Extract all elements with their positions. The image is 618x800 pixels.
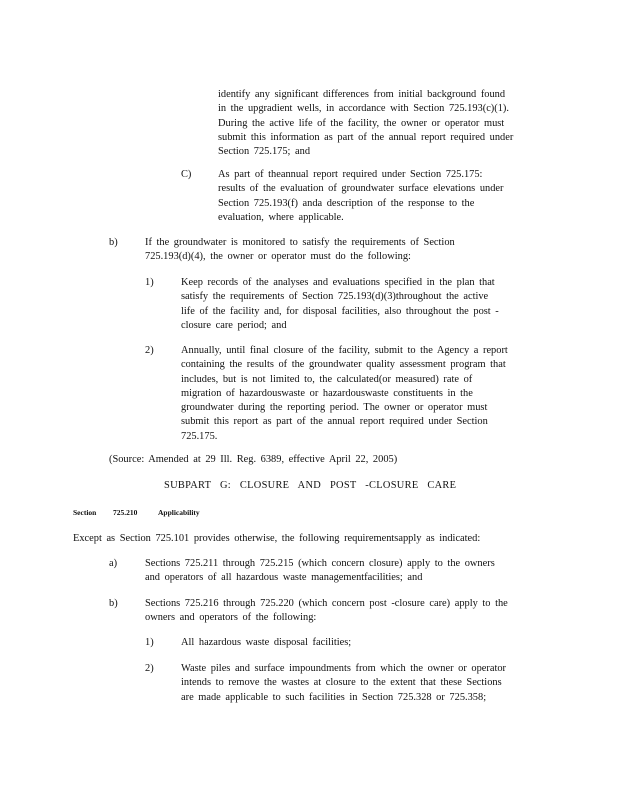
text-line: evaluation, where applicable. [218, 211, 344, 223]
text-line: containing the results of the groundwater quality assessment program that [181, 359, 506, 371]
text-line: satisfy the requirements of Section 725.193(d)(3)throughout the active [181, 291, 489, 303]
text-line: identify any significant differences from initial background found [218, 89, 506, 100]
item-b-continuation [218, 88, 513, 159]
text-line: All hazardous waste disposal facilities; [181, 637, 352, 648]
text-line: submit this report as part of the annual report required under Section [181, 416, 488, 428]
sec-b1-label: 1) [145, 637, 154, 648]
text-line: in the upgradient wells, in accordance with Section 725.193(c)(1). [218, 103, 509, 115]
text-line: Annually, until final closure of the facility, submit to the Agency a report [181, 345, 508, 356]
text-line: owners and operators of the following: [145, 612, 317, 624]
text-line: Waste piles and surface impoundments from which the owner or operator [181, 663, 507, 674]
text-line: are made applicable to such facilities in Section 725.328 or 725.358; [181, 691, 487, 703]
item-b1-label: 1) [145, 277, 154, 288]
section-title: Applicability [158, 508, 200, 517]
sec-a-text [145, 557, 495, 586]
text-line: migration of hazardouswaste or hazardouswaste constituents in the [181, 387, 473, 399]
text-line: submit this information as part of the annual report required under [218, 131, 514, 143]
sec-b1-text [181, 636, 351, 650]
text-line: closure care period; and [181, 319, 287, 331]
text-line: intends to remove the wastes at closure to the extent that these Sections [181, 677, 502, 689]
text-line: and operators of all hazardous waste managementfacilities; and [145, 572, 423, 584]
source-note: (Source: Amended at 29 Ill. Reg. 6389, effective April 22, 2005) [109, 454, 398, 465]
text-line: results of the evaluation of groundwater surface elevations under [218, 183, 504, 195]
sec-b-text [145, 597, 508, 626]
item-b2-text [181, 344, 508, 444]
item-b2-label: 2) [145, 345, 154, 356]
text-line: Sections 725.211 through 725.215 (which concern closure) apply to the owners [145, 558, 495, 569]
text-line: 725.193(d)(4), the owner or operator must do the following: [145, 251, 411, 263]
text-line: If the groundwater is monitored to satisfy the requirements of Section [145, 237, 455, 248]
text-line: Keep records of the analyses and evaluations specified in the plan that [181, 277, 495, 288]
text-line: life of the facility and, for disposal facilities, also throughout the post - [181, 305, 499, 317]
text-line: groundwater during the reporting period. The owner or operator must [181, 402, 488, 414]
text-line: Sections 725.216 through 725.220 (which concern post -closure care) apply to the [145, 598, 508, 609]
text-line: 725.175. [181, 430, 218, 442]
text-line: During the active life of the facility, the owner or operator must [218, 117, 505, 129]
sec-b2-text [181, 662, 506, 705]
subpart-title: SUBPART G: CLOSURE AND POST -CLOSURE CARE [164, 480, 457, 491]
sec-b-label: b) [109, 598, 118, 609]
item-c-text [218, 168, 503, 225]
item-c-label: C) [181, 169, 192, 180]
sec-b2-label: 2) [145, 663, 154, 674]
section-word: Section [73, 508, 97, 517]
text-line: Section 725.175; and [218, 146, 311, 158]
text-line: includes, but is not limited to, the calculated(or measured) rate of [181, 373, 473, 385]
item-b1-text [181, 276, 499, 333]
text-line: Section 725.193(f) anda description of the response to the [218, 197, 475, 209]
text-line: As part of theannual report required under Section 725.175: [218, 169, 483, 180]
section-number: 725.210 [113, 508, 138, 517]
item-b-label: b) [109, 237, 118, 248]
item-b-text [145, 236, 455, 265]
sec-a-label: a) [109, 558, 118, 569]
intro-line: Except as Section 725.101 provides otherwise, the following requirementsapply as indicated: [73, 533, 481, 544]
